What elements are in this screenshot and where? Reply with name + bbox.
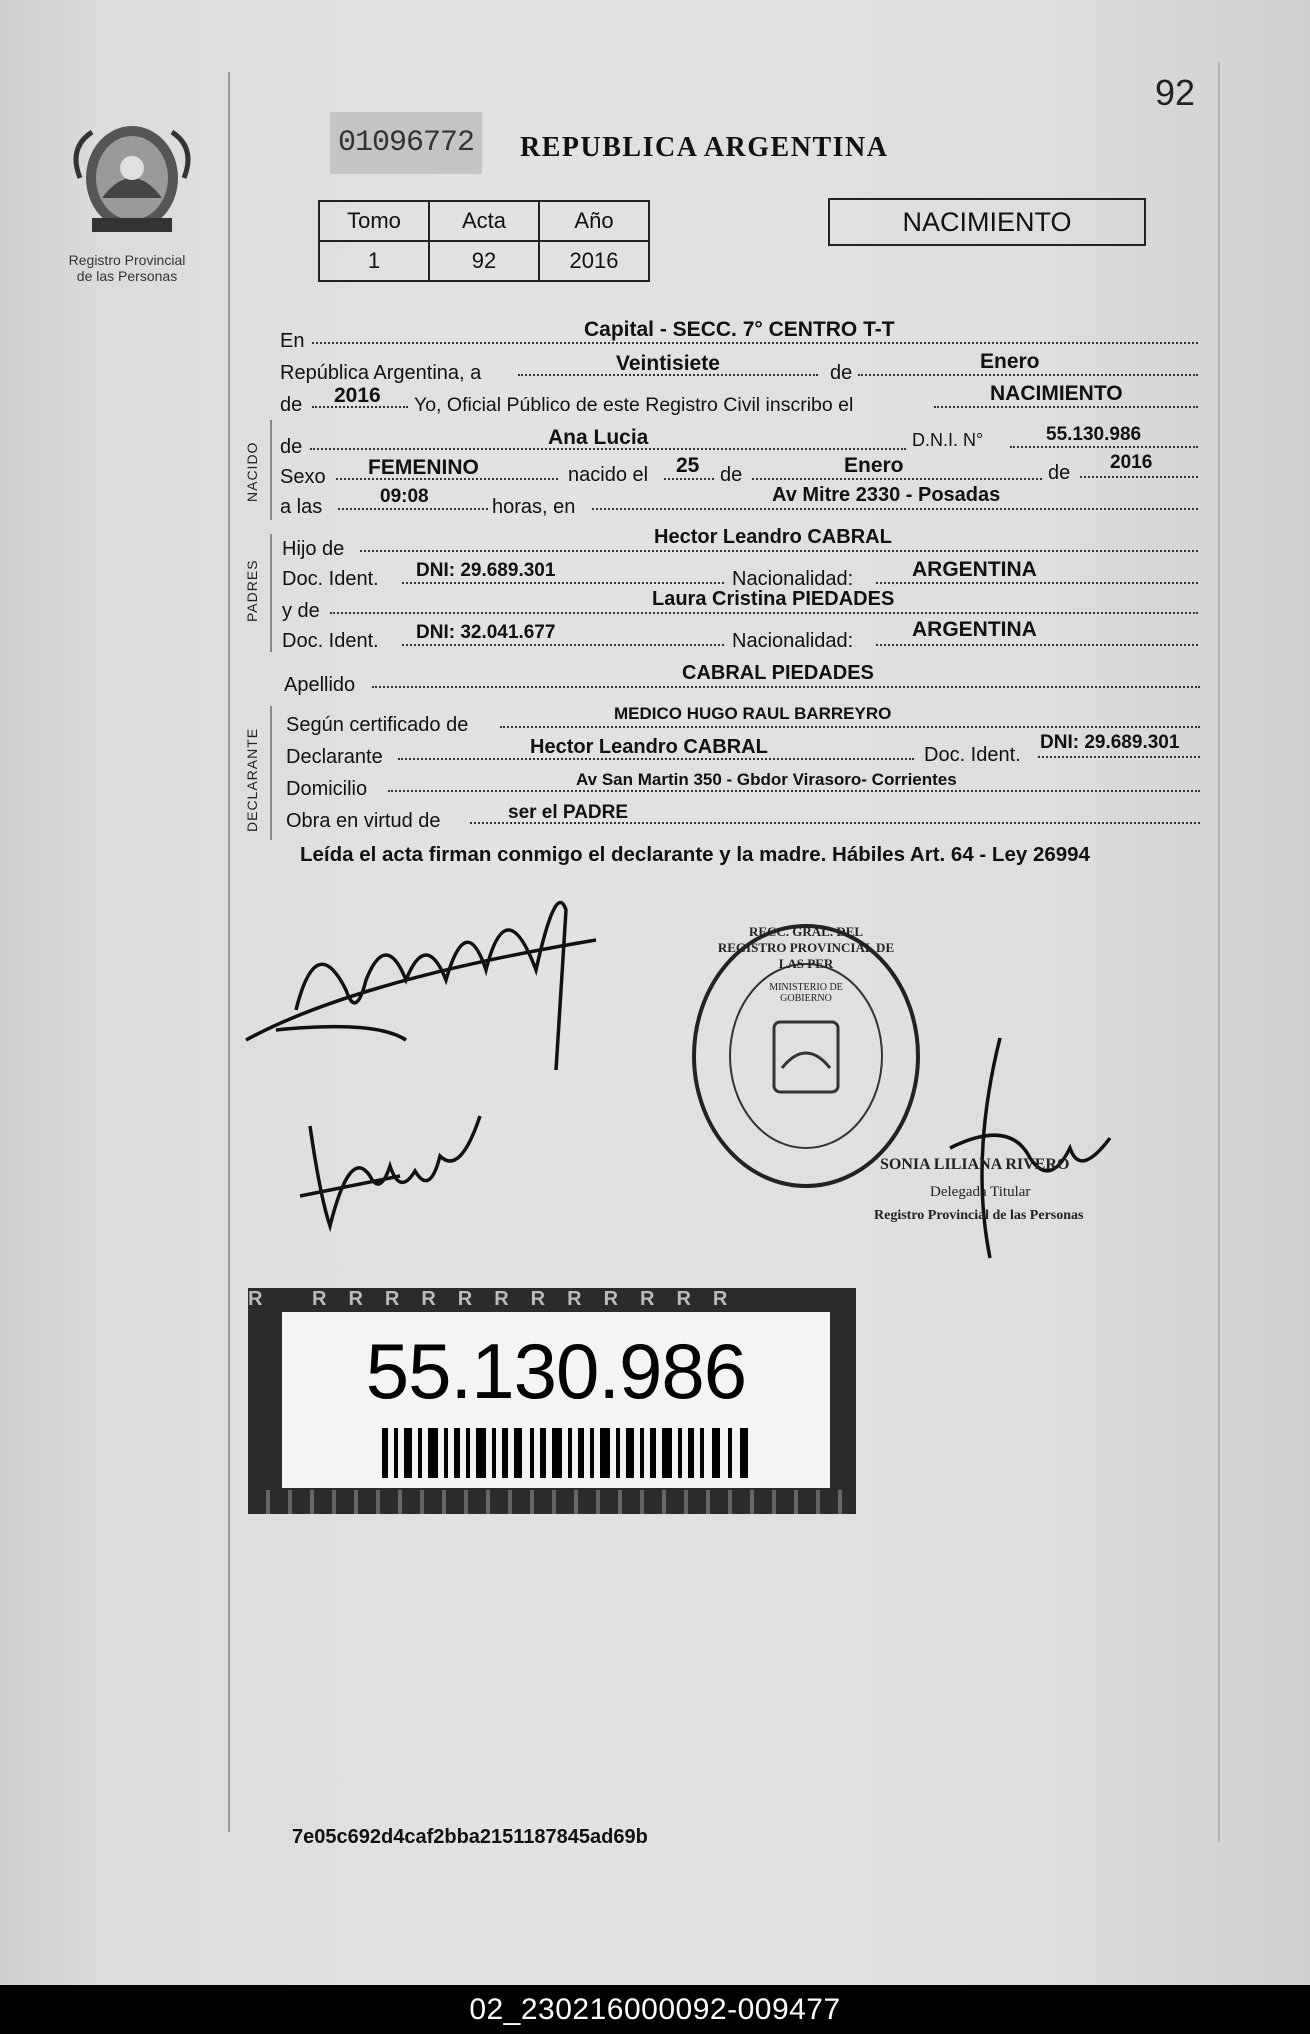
- record-table-values: [319, 241, 649, 281]
- mother-doc: DNI: 32.041.677: [416, 622, 556, 643]
- year: 2016: [334, 384, 381, 407]
- official-signature: [930, 1028, 1120, 1268]
- value-tomo: 1: [319, 241, 429, 281]
- stamp-inner-text: MINISTERIO DE GOBIERNO: [769, 982, 843, 1004]
- declarante-value: Hector Leandro CABRAL: [530, 736, 768, 758]
- horas-label: horas, en: [492, 496, 576, 518]
- father-nat-line: [876, 582, 1198, 584]
- en-value: Capital - SECC. 7° CENTRO T-T: [584, 318, 895, 341]
- value-acta: 92: [429, 241, 539, 281]
- inscribo-line: [934, 406, 1198, 408]
- apellido-label: Apellido: [284, 674, 356, 696]
- nacido-el-label: nacido el: [568, 464, 649, 486]
- official-office: Registro Provincial de las Personas: [874, 1208, 1084, 1223]
- birth-year: 2016: [1110, 452, 1153, 473]
- header-tomo: Tomo: [319, 201, 429, 241]
- mother-doc-label: Doc. Ident.: [282, 630, 379, 652]
- stamp-outer-text: RECC. GRAL. DEL REGISTRO PROVINCIAL DE LAS PER: [717, 924, 895, 971]
- father-line: [360, 550, 1198, 552]
- obra-value: ser el PADRE: [508, 802, 629, 823]
- father-nat: ARGENTINA: [912, 558, 1037, 581]
- en-label: En: [280, 330, 305, 352]
- registry-label: [52, 252, 202, 284]
- serial-number: 01096772: [330, 112, 482, 174]
- mother-signature: [290, 1106, 500, 1236]
- record-table: [318, 200, 650, 282]
- official-text: Yo, Oficial Público de este Registro Civil inscribo el: [414, 394, 854, 416]
- mother-nat-label: Nacionalidad:: [732, 630, 854, 652]
- birth-time: 09:08: [380, 486, 429, 507]
- official-role: Delegada Titular: [930, 1184, 1031, 1200]
- barcode-icon: [382, 1428, 752, 1478]
- birth-day: 25: [676, 454, 700, 477]
- de-label-2: de: [280, 394, 303, 416]
- domicilio-line: [388, 790, 1200, 792]
- registry-line-2: de las Personas: [76, 268, 178, 284]
- sexo-value: FEMENINO: [368, 456, 479, 479]
- mother-nat: ARGENTINA: [912, 618, 1037, 641]
- cert-line: [500, 726, 1200, 728]
- de-label-1: de: [830, 362, 853, 384]
- birth-day-line: [664, 478, 714, 480]
- header-acta: Acta: [429, 201, 539, 241]
- value-ano: 2016: [539, 241, 649, 281]
- sticker-dni-number: 55.130.986: [365, 1327, 747, 1415]
- time-line: [338, 508, 488, 510]
- republica-label: República Argentina, a: [280, 362, 482, 384]
- sexo-label: Sexo: [280, 466, 326, 488]
- footer-id-bar: [0, 1985, 1310, 2034]
- day-words: Veintisiete: [616, 352, 720, 375]
- birth-month: Enero: [844, 454, 904, 477]
- page-number: 92: [1155, 72, 1196, 113]
- father-doc: DNI: 29.689.301: [416, 560, 556, 581]
- record-type-box: NACIMIENTO: [828, 198, 1146, 246]
- birth-year-line: [1080, 476, 1198, 478]
- declarant-signature: [236, 870, 616, 1090]
- dni-line: [1010, 446, 1198, 448]
- y-de-label: y de: [282, 600, 320, 622]
- nacido-section-label: NACIDO: [244, 441, 260, 502]
- declarante-section-label: DECLARANTE: [244, 727, 260, 832]
- record-table-header: [319, 201, 649, 241]
- closing-text: Leída el acta firman conmigo el declarante y la madre. Hábiles Art. 64 - Ley 26994: [300, 843, 1090, 866]
- nacido-de-label-3: de: [1048, 462, 1071, 484]
- declarante-bracket: [270, 706, 272, 840]
- registry-line-1: Registro Provincial: [68, 252, 186, 268]
- father-doc-label: Doc. Ident.: [282, 568, 379, 590]
- nacido-de-label: de: [280, 436, 303, 458]
- child-name: Ana Lucia: [548, 426, 649, 449]
- apellido-line: [372, 686, 1200, 688]
- left-margin-line: [228, 72, 230, 1832]
- escudo-misiones-icon: [62, 118, 202, 248]
- father-nat-label: Nacionalidad:: [732, 568, 854, 590]
- cert-label: Según certificado de: [286, 714, 469, 736]
- month: Enero: [980, 350, 1040, 373]
- father-name: Hector Leandro CABRAL: [654, 526, 892, 548]
- place-line: [592, 508, 1198, 510]
- father-doc-line: [402, 582, 724, 584]
- mother-name: Laura Cristina PIEDADES: [652, 588, 895, 610]
- alas-label: a las: [280, 496, 323, 518]
- hijo-de-label: Hijo de: [282, 538, 345, 560]
- declarante-doc: DNI: 29.689.301: [1040, 732, 1180, 753]
- dni-sticker: [248, 1288, 856, 1514]
- birth-month-line: [752, 478, 1042, 480]
- page-title: REPUBLICA ARGENTINA: [520, 132, 889, 163]
- cert-value: MEDICO HUGO RAUL BARREYRO: [614, 704, 892, 723]
- sticker-bottom-pattern: [248, 1490, 856, 1514]
- inscribo-value: NACIMIENTO: [990, 382, 1123, 405]
- mother-nat-line: [876, 644, 1198, 646]
- en-line: [312, 342, 1198, 344]
- official-name: SONIA LILIANA RIVERO: [880, 1156, 1070, 1173]
- nacido-bracket: [270, 420, 272, 520]
- mother-doc-line: [402, 644, 724, 646]
- document-hash: 7e05c692d4caf2bba2151187845ad69b: [292, 1826, 648, 1848]
- domicilio-value: Av San Martin 350 - Gbdor Virasoro- Corrientes: [576, 770, 957, 789]
- declarante-doc-line: [1038, 756, 1200, 758]
- sticker-pattern-text: R: [248, 1288, 285, 1310]
- sticker-pattern-text-repeat: RRRRRRRRRRRR: [312, 1288, 750, 1310]
- domicilio-label: Domicilio: [286, 778, 368, 800]
- padres-section-label: PADRES: [244, 559, 260, 622]
- declarante-doc-label: Doc. Ident.: [924, 744, 1021, 766]
- padres-bracket: [270, 534, 272, 652]
- sticker-pattern: [248, 1288, 856, 1312]
- apellido-value: CABRAL PIEDADES: [682, 662, 874, 684]
- month-line: [858, 374, 1198, 376]
- dni-label: D.N.I. N°: [912, 430, 984, 450]
- declarante-label: Declarante: [286, 746, 383, 768]
- sticker-label: [282, 1312, 830, 1488]
- footer-id: 02_230216000092-009477: [469, 1992, 841, 2026]
- official-stamp: [686, 918, 926, 1194]
- mother-line: [330, 612, 1198, 614]
- birth-place: Av Mitre 2330 - Posadas: [772, 484, 1001, 506]
- obra-label: Obra en virtud de: [286, 810, 441, 832]
- right-margin-line: [1218, 62, 1220, 1842]
- child-dni: 55.130.986: [1046, 424, 1142, 445]
- nacido-de-label-2: de: [720, 464, 743, 486]
- header-ano: Año: [539, 201, 649, 241]
